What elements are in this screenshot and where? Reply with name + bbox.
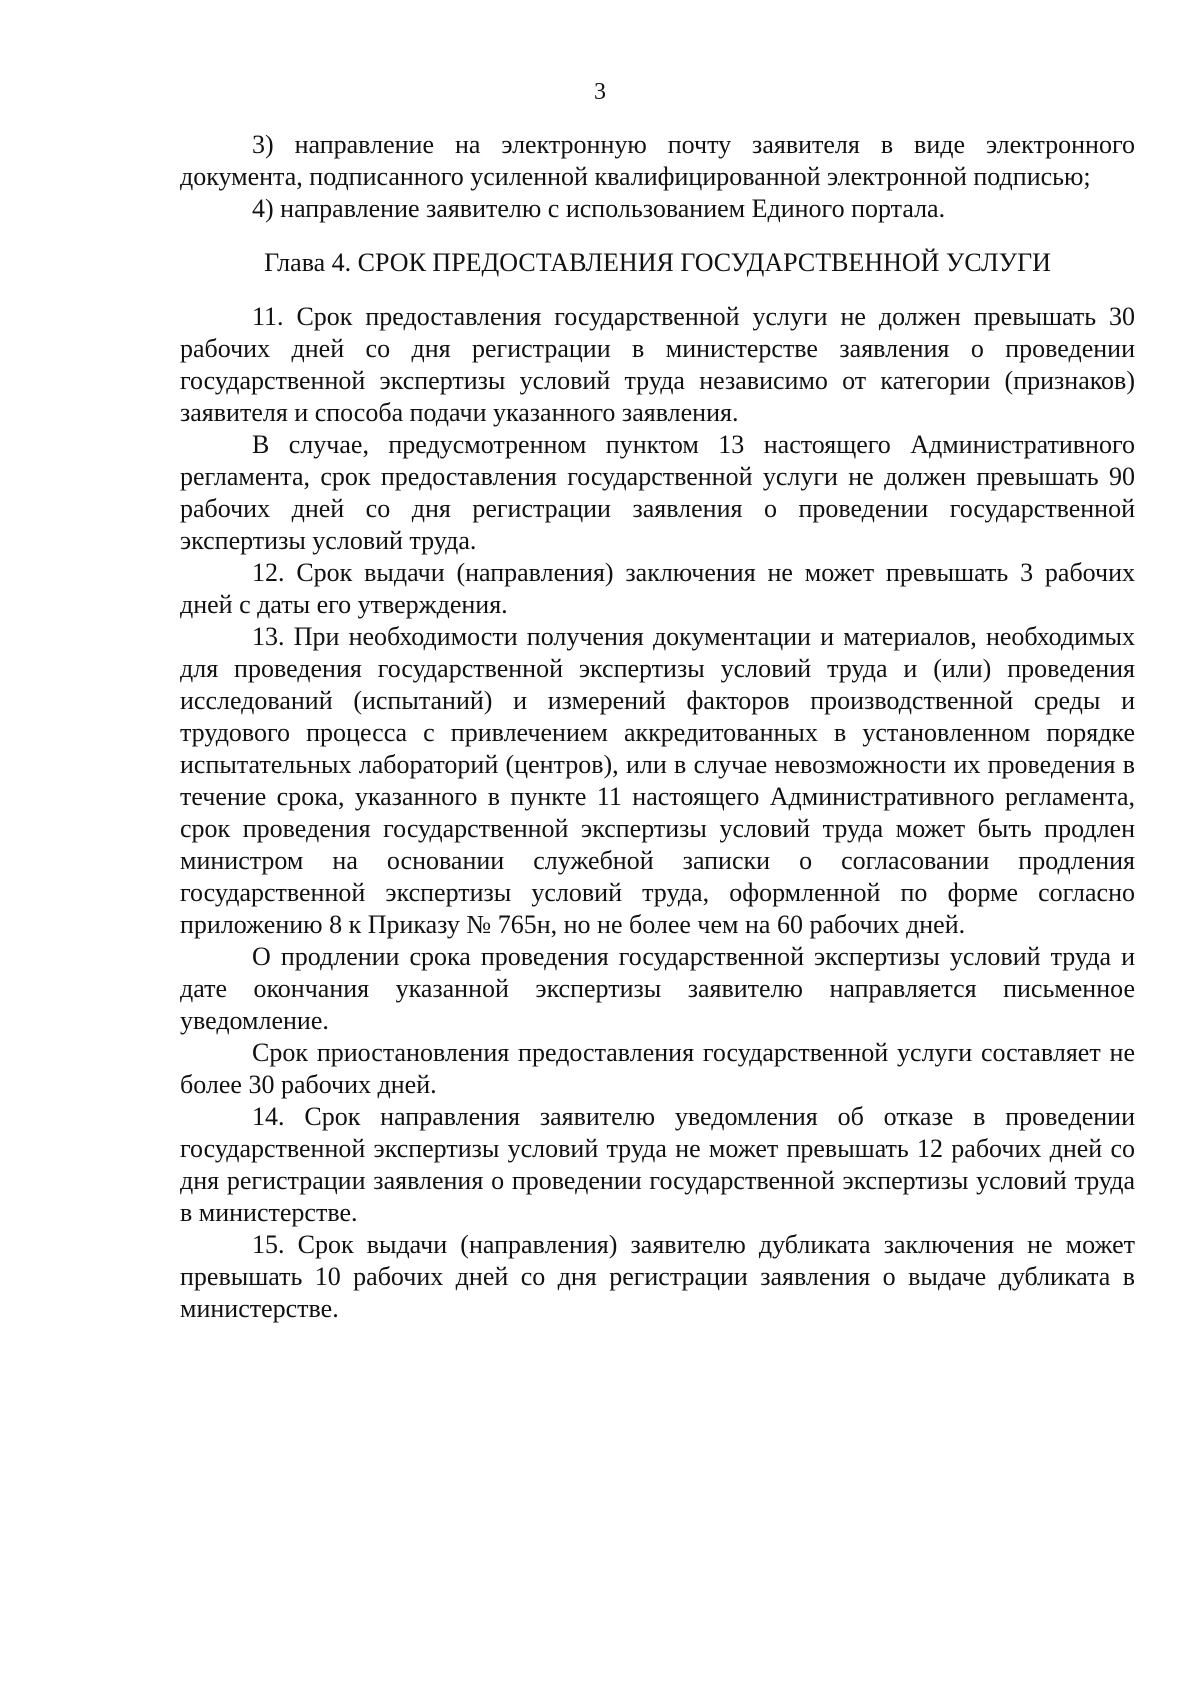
chapter-heading: Глава 4. СРОК ПРЕДОСТАВЛЕНИЯ ГОСУДАРСТВЕННОЙ УСЛУГИ xyxy=(264,248,1051,277)
paragraph-3: 3) направление на электронную почту заявителя в виде электронного документа, подписанного усиленной квалифицированной электронной подписью; xyxy=(180,130,1135,191)
paragraph-11-case: В случае, предусмотренном пунктом 13 настоящего Административного регламента, срок предоставления государственной услуги не должен превышать 90 рабочих дней со дня регистрации заявления о проведении государственной экспертизы условий труда. xyxy=(180,430,1135,555)
paragraph-12: 12. Срок выдачи (направления) заключения не может превышать 3 рабочих дней с даты его утверждения. xyxy=(180,558,1135,619)
page-number: 3 xyxy=(594,79,606,105)
paragraph-13-suspension: Срок приостановления предоставления государственной услуги составляет не более 30 рабочих дней. xyxy=(180,1038,1135,1099)
paragraph-13: 13. При необходимости получения документации и материалов, необходимых для проведения государственной экспертизы условий труда и (или) проведения исследований (испытаний) и измерений факторов производственной среды и трудового процесса с привлечением аккредитованных в установленном порядке испытательных лабораторий (центров), или в случае невозможности их проведения в течение срока, указанного в пункте 11 настоящего Административного регламента, срок проведения государственной экспертизы условий труда может быть продлен министром на основании служебной записки о согласовании продления государственной экспертизы условий труда, оформленной по форме согласно приложению 8 к Приказу № 765н, но не более чем на 60 рабочих дней. xyxy=(180,622,1135,939)
paragraph-13-extension-notice: О продлении срока проведения государственной экспертизы условий труда и дате окончания указанной экспертизы заявителю направляется письменное уведомление. xyxy=(180,942,1135,1035)
paragraph-11: 11. Срок предоставления государственной услуги не должен превышать 30 рабочих дней со дня регистрации в министерстве заявления о проведении государственной экспертизы условий труда независимо от категории (признаков) заявителя и способа подачи указанного заявления. xyxy=(180,302,1135,427)
document-body xyxy=(180,129,1135,1325)
paragraph-4: 4) направление заявителю с использованием Единого портала. xyxy=(252,194,946,223)
paragraph-15: 15. Срок выдачи (направления) заявителю дубликата заключения не может превышать 10 рабочих дней со дня регистрации заявления о выдаче дубликата в министерстве. xyxy=(180,1230,1135,1323)
paragraph-14: 14. Срок направления заявителю уведомления об отказе в проведении государственной экспертизы условий труда не может превышать 12 рабочих дней со дня регистрации заявления о проведении государственной экспертизы условий труда в министерстве. xyxy=(180,1102,1135,1227)
